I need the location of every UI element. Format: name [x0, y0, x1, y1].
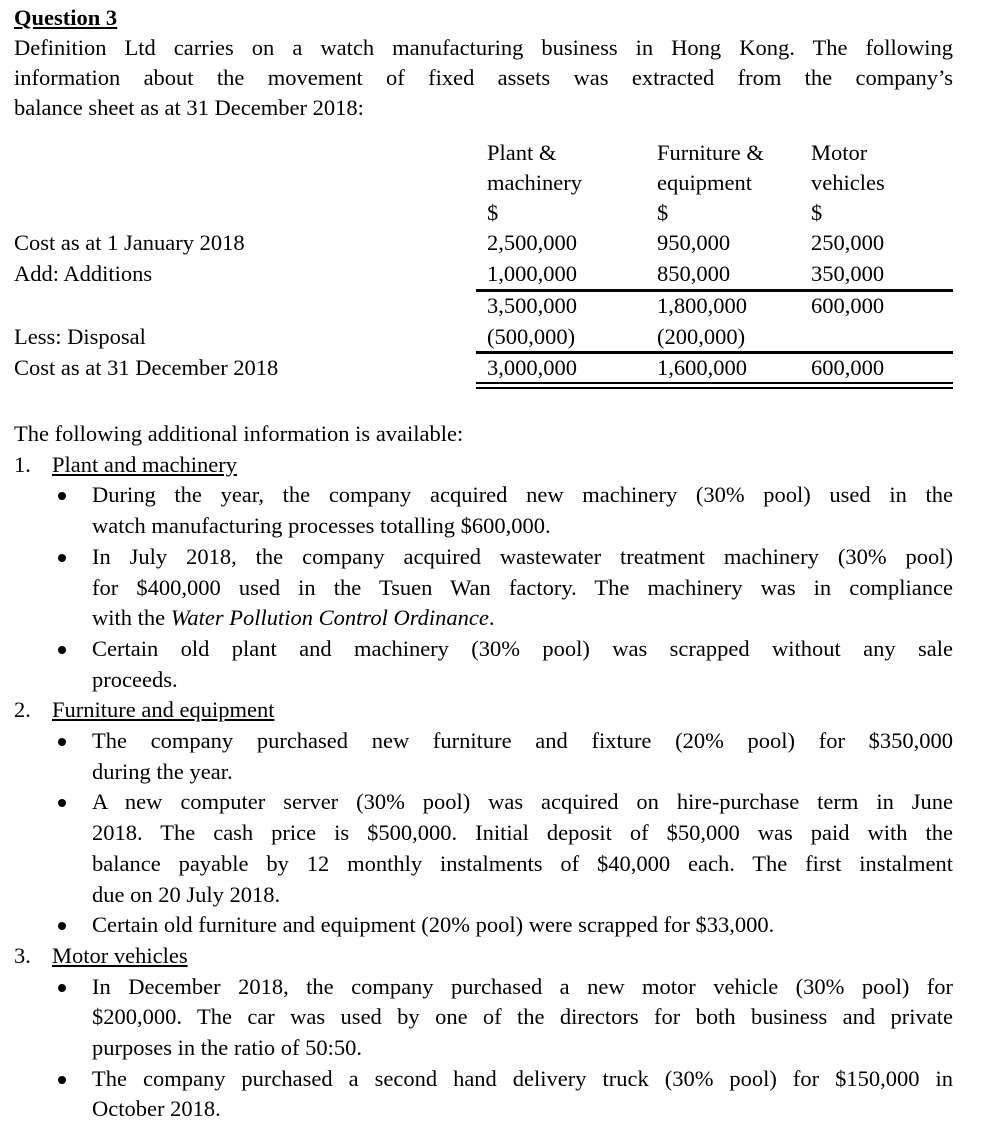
bullet-item: [14, 726, 953, 787]
text-run: A new computer server (30% pool) was acquired on hire-purchase term in June: [92, 789, 953, 815]
ordinance-name: Water Pollution Control Ordinance: [170, 605, 489, 631]
cell-value: 950,000: [657, 230, 731, 255]
bullet-icon: [58, 554, 66, 562]
bullet-line: [92, 1002, 953, 1033]
section-number: 1.: [14, 451, 31, 477]
text-run: with the: [92, 605, 171, 631]
text-run: Certain old plant and machinery (30% pool) was scrapped without any sale: [92, 635, 953, 661]
column-header: $: [657, 200, 669, 225]
bullet-icon: [58, 922, 66, 930]
cell-value: 2,500,000: [487, 230, 577, 255]
text-run: watch manufacturing processes totalling $600,000.: [92, 513, 551, 539]
bullet-icon: [58, 984, 66, 992]
row-label: Cost as at 1 January 2018: [14, 230, 245, 255]
bullet-line: [92, 818, 953, 849]
bullet-item: [14, 480, 953, 541]
bullet-line: [92, 849, 953, 880]
text-run: Certain old furniture and equipment (20% pool) were scrapped for $33,000.: [92, 912, 775, 938]
bullet-line: [92, 665, 953, 696]
section-title: Plant and machinery: [52, 451, 237, 477]
total-double-rule-top: [476, 382, 953, 384]
bullet-line: [92, 573, 953, 604]
bullet-line: [92, 1064, 953, 1095]
cell-value: 3,000,000: [487, 355, 577, 380]
additional-information: [14, 419, 953, 1125]
bullet-item: [14, 542, 953, 634]
cell-value: 850,000: [657, 261, 731, 286]
cell-value: (500,000): [487, 324, 576, 349]
column-header: $: [811, 200, 823, 225]
column-header: machinery: [487, 170, 582, 195]
bullet-item: [14, 1064, 953, 1125]
intro-line: balance sheet as at 31 December 2018:: [14, 95, 364, 121]
section-title: Motor vehicles: [52, 942, 188, 968]
additional-heading: The following additional information is available:: [14, 421, 464, 446]
total-double-rule-bottom: [476, 387, 953, 389]
disposal-rule: [476, 351, 953, 354]
bullet-line: [92, 1033, 953, 1064]
text-run: for $400,000 used in the Tsuen Wan factory. The machinery was in compliance: [92, 574, 953, 600]
bullet-line: [92, 787, 953, 818]
bullet-icon: [58, 492, 66, 500]
text-run: During the year, the company acquired new machinery (30% pool) used in the: [92, 482, 953, 508]
bullet-line: [92, 1094, 953, 1125]
section-2: [14, 695, 953, 941]
column-header: Motor: [811, 140, 868, 165]
column-header: Plant &: [487, 140, 557, 165]
section-title: Furniture and equipment: [52, 697, 275, 723]
bullet-line: [92, 726, 953, 757]
text-run: October 2018.: [92, 1096, 221, 1122]
column-header: Furniture &: [657, 140, 764, 165]
cell-value: 250,000: [811, 230, 885, 255]
bullet-line: [92, 757, 953, 788]
text-run: In December 2018, the company purchased a new motor vehicle (30% pool) for: [92, 973, 953, 999]
cell-value: 1,600,000: [657, 355, 747, 380]
column-header: $: [487, 200, 499, 225]
bullet-icon: [58, 1076, 66, 1084]
section-number: 3.: [14, 942, 31, 968]
text-run: In July 2018, the company acquired wastewater treatment machinery (30% pool): [92, 543, 953, 569]
text-run: The company purchased a second hand delivery truck (30% pool) for $150,000 in: [92, 1065, 953, 1091]
bullet-icon: [58, 646, 66, 654]
bullet-item: [14, 910, 953, 941]
bullet-line: [92, 972, 953, 1003]
text-run: purposes in the ratio of 50:50.: [92, 1035, 362, 1061]
text-run: 2018. The cash price is $500,000. Initial deposit of $50,000 was paid with the: [92, 820, 953, 846]
bullet-line: [92, 542, 953, 573]
cell-value: 3,500,000: [487, 293, 577, 318]
question-title: Question 3: [14, 5, 118, 30]
cell-value: 1,800,000: [657, 293, 747, 318]
text-run: The company purchased new furniture and fixture (20% pool) for $350,000: [92, 728, 953, 754]
cell-value: 350,000: [811, 261, 885, 286]
intro-paragraph: [14, 33, 953, 124]
bullet-item: [14, 972, 953, 1064]
row-label: Add: Additions: [14, 261, 153, 286]
text-run: proceeds.: [92, 666, 178, 692]
bullet-item: [14, 634, 953, 695]
column-header: vehicles: [811, 170, 885, 195]
section-number: 2.: [14, 697, 31, 723]
cell-value: 1,000,000: [487, 261, 577, 286]
row-label: Less: Disposal: [14, 324, 146, 349]
section-3: [14, 941, 953, 1125]
bullet-line: [92, 910, 953, 941]
intro-line: Definition Ltd carries on a watch manufacturing business in Hong Kong. The following: [14, 35, 953, 60]
row-label: Cost as at 31 December 2018: [14, 355, 279, 380]
cell-value: 600,000: [811, 293, 885, 318]
section-1: [14, 450, 953, 696]
bullet-icon: [58, 799, 66, 807]
bullet-line: [92, 480, 953, 511]
bullet-icon: [58, 738, 66, 746]
cell-value: (200,000): [657, 324, 746, 349]
bullet-line: [92, 511, 953, 542]
bullet-line: [92, 634, 953, 665]
bullet-line: [92, 603, 953, 634]
text-run: .: [488, 605, 495, 631]
cell-value: 600,000: [811, 355, 885, 380]
intro-line: information about the movement of fixed assets was extracted from the company’s: [14, 65, 953, 91]
column-header: equipment: [657, 170, 752, 195]
text-run: $200,000. The car was used by one of the directors for both business and private: [92, 1004, 953, 1030]
subtotal-rule: [476, 289, 953, 292]
text-run: balance payable by 12 monthly instalments of $40,000 each. The first instalment: [92, 850, 953, 876]
text-run: due on 20 July 2018.: [92, 881, 281, 907]
bullet-item: [14, 787, 953, 910]
text-run: during the year.: [92, 758, 233, 784]
bullet-line: [92, 880, 953, 911]
